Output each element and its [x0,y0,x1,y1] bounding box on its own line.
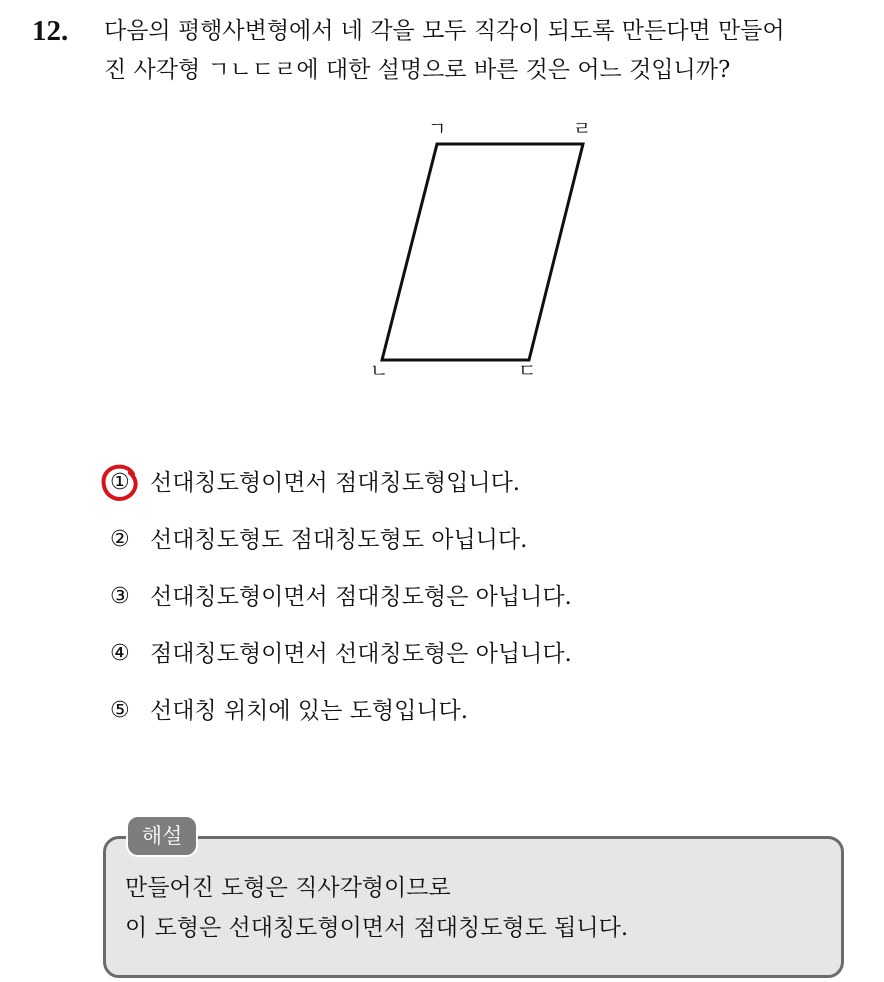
vertex-label-top-right: ㄹ [573,118,592,140]
choice-1-number: ① [110,470,130,495]
question-line-1: 다음의 평행사변형에서 네 각을 모두 직각이 되도록 만든다면 만들어 [104,18,785,44]
choice-3[interactable] [110,580,810,637]
choice-list [110,466,810,751]
choice-4[interactable] [110,637,810,694]
parallelogram-shape [382,144,583,360]
choice-5-number: ⑤ [110,698,130,723]
vertex-label-bottom-right: ㄷ [518,360,537,382]
parallelogram-svg [360,115,610,385]
choice-2[interactable] [110,523,810,580]
choice-2-text: 선대칭도형도 점대칭도형도 아닙니다. [150,527,528,553]
vertex-label-bottom-left: ㄴ [370,360,389,382]
choice-4-text: 점대칭도형이면서 선대칭도형은 아닙니다. [150,641,572,667]
question-line-2: 진 사각형 ㄱㄴㄷㄹ에 대한 설명으로 바른 것은 어느 것입니까? [104,57,731,83]
explanation-line-1: 만들어진 도형은 직사각형이므로 [125,875,451,901]
explanation-text [125,868,825,948]
question-number: 12. [32,15,69,47]
explanation-line-2: 이 도형은 선대칭도형이면서 점대칭도형도 됩니다. [125,915,629,941]
choice-1-text: 선대칭도형이면서 점대칭도형입니다. [150,470,521,496]
choice-2-number: ② [110,527,130,552]
choice-5[interactable] [110,694,810,751]
explanation-tab: 해설 [126,815,198,857]
choice-1[interactable] [110,466,810,523]
choice-3-number: ③ [110,584,130,609]
choice-4-number: ④ [110,641,130,666]
question-text [104,12,874,90]
vertex-label-top-left: ㄱ [428,118,447,140]
choice-5-text: 선대칭 위치에 있는 도형입니다. [150,698,469,724]
parallelogram-figure [360,115,610,385]
choice-3-text: 선대칭도형이면서 점대칭도형은 아닙니다. [150,584,572,610]
